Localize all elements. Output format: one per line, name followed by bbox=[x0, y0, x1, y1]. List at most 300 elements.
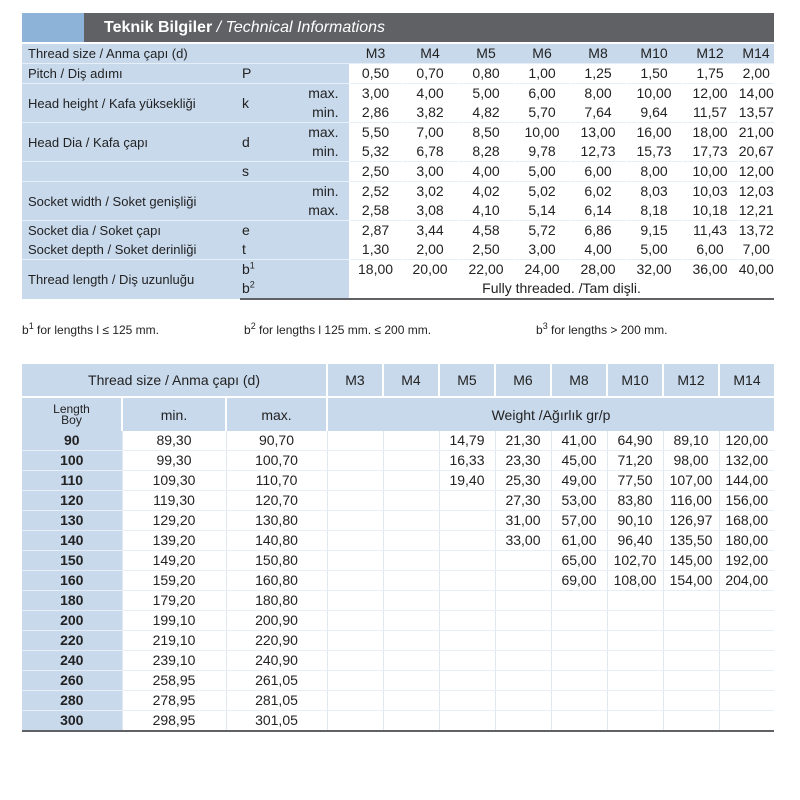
minmax-cell: min. bbox=[276, 142, 349, 162]
size-header: M8 bbox=[570, 44, 626, 64]
weight-cell bbox=[439, 511, 495, 531]
weight-row bbox=[22, 571, 774, 591]
row-label: Pitch / Diş adımı bbox=[22, 64, 240, 84]
max-header: max. bbox=[226, 397, 327, 431]
value-cell: 13,72 bbox=[738, 222, 774, 238]
minmax-cell bbox=[276, 279, 349, 299]
weight-cell: 96,40 bbox=[607, 531, 663, 551]
weight-cell: 33,00 bbox=[495, 531, 551, 551]
fully-threaded-note: Fully threaded. /Tam dişli. bbox=[349, 279, 774, 299]
value-cell: 21,00 bbox=[738, 124, 774, 140]
value-cell: 11,43 bbox=[682, 221, 738, 241]
weight-cell bbox=[439, 691, 495, 711]
weight-cell: 116,00 bbox=[663, 491, 719, 511]
value-cell: 1,25 bbox=[570, 64, 626, 84]
value-cell: 22,00 bbox=[458, 260, 514, 280]
value-cell: 2,00 bbox=[402, 240, 458, 260]
value-cell: 28,00 bbox=[570, 260, 626, 280]
weight-cell bbox=[551, 691, 607, 711]
weight-cell: 23,30 bbox=[495, 451, 551, 471]
footnotes bbox=[22, 323, 774, 339]
superscript: 1 bbox=[249, 260, 255, 271]
superscript: 3 bbox=[542, 321, 548, 331]
weight-cell: 83,80 bbox=[607, 491, 663, 511]
weight-cell: 156,00 bbox=[719, 491, 774, 511]
weight-cell: 77,50 bbox=[607, 471, 663, 491]
weight-cell bbox=[663, 591, 719, 611]
value-cell: 10,00 bbox=[626, 84, 682, 104]
head-dia-max-row bbox=[22, 123, 774, 143]
value-cell: 1,50 bbox=[626, 64, 682, 84]
symbol-cell: s bbox=[240, 162, 276, 182]
weight-cell bbox=[551, 611, 607, 631]
value-cell: 2,58 bbox=[349, 201, 402, 221]
footnote-b3: $b^3$ for lengths > 200 mm. bbox=[536, 321, 668, 337]
weight-row bbox=[22, 611, 774, 631]
weight-cell bbox=[327, 571, 383, 591]
length-cell: 200 bbox=[22, 611, 122, 631]
max-cell: 200,90 bbox=[226, 611, 327, 631]
value-cell: 4,00 bbox=[402, 84, 458, 104]
size-header: M5 bbox=[439, 364, 495, 397]
weight-cell bbox=[327, 631, 383, 651]
length-cell: 140 bbox=[22, 531, 122, 551]
weight-cell: 98,00 bbox=[663, 451, 719, 471]
value-cell: 5,02 bbox=[514, 182, 570, 202]
weight-cell bbox=[663, 611, 719, 631]
symbol-cell: k bbox=[240, 84, 276, 123]
row-label: Socket depth / Soket derinliği bbox=[22, 240, 240, 260]
thread-size-row bbox=[22, 44, 774, 64]
min-cell: 149,20 bbox=[122, 551, 226, 571]
boy-label: Boy bbox=[61, 413, 82, 427]
value-cell: 6,14 bbox=[570, 201, 626, 221]
weight-cell bbox=[439, 711, 495, 732]
weight-cell: 145,00 bbox=[663, 551, 719, 571]
s-row bbox=[22, 162, 774, 182]
weight-cell bbox=[327, 551, 383, 571]
weight-cell bbox=[719, 611, 774, 631]
value-cell: 0,50 bbox=[349, 64, 402, 84]
min-cell: 129,20 bbox=[122, 511, 226, 531]
weight-cell bbox=[383, 711, 439, 732]
weight-cell bbox=[607, 651, 663, 671]
weight-row bbox=[22, 671, 774, 691]
min-cell: 298,95 bbox=[122, 711, 226, 732]
size-header: M12 bbox=[682, 44, 738, 64]
weight-cell bbox=[551, 711, 607, 732]
length-cell: 240 bbox=[22, 651, 122, 671]
value-cell: 2,50 bbox=[349, 162, 402, 182]
thread-size-label: Thread size / Anma çapı (d) bbox=[22, 44, 349, 64]
length-cell: 280 bbox=[22, 691, 122, 711]
weight-cell bbox=[383, 551, 439, 571]
weight-cell bbox=[383, 471, 439, 491]
weight-cell bbox=[495, 611, 551, 631]
symbol-cell bbox=[240, 260, 276, 280]
minmax-cell bbox=[276, 162, 349, 182]
value-cell: 1,75 bbox=[682, 64, 738, 84]
weight-table bbox=[22, 364, 774, 732]
weight-cell: 41,00 bbox=[551, 431, 607, 451]
row-label bbox=[22, 162, 240, 182]
value-cell: 0,80 bbox=[458, 64, 514, 84]
min-cell: 219,10 bbox=[122, 631, 226, 651]
weight-cell bbox=[327, 591, 383, 611]
value-cell: 7,00 bbox=[738, 240, 774, 260]
weight-cell: 144,00 bbox=[719, 471, 774, 491]
size-header: M10 bbox=[607, 364, 663, 397]
weight-cell bbox=[719, 631, 774, 651]
thread-length-b1-row bbox=[22, 260, 774, 280]
length-cell: 160 bbox=[22, 571, 122, 591]
minmax-cell bbox=[276, 221, 349, 241]
value-cell: 2,50 bbox=[458, 240, 514, 260]
length-cell: 260 bbox=[22, 671, 122, 691]
minmax-cell: max. bbox=[276, 84, 349, 104]
weight-cell bbox=[607, 691, 663, 711]
socket-dia-row bbox=[22, 221, 774, 241]
weight-cell: 132,00 bbox=[719, 451, 774, 471]
min-cell: 109,30 bbox=[122, 471, 226, 491]
value-cell: 16,00 bbox=[626, 123, 682, 143]
value-cell: 2,52 bbox=[349, 182, 402, 202]
length-cell: 180 bbox=[22, 591, 122, 611]
weight-cell bbox=[495, 591, 551, 611]
weight-cell bbox=[607, 711, 663, 732]
weight-cell bbox=[551, 591, 607, 611]
value-cell: 8,00 bbox=[626, 162, 682, 182]
weight-cell: 154,00 bbox=[663, 571, 719, 591]
min-cell: 159,20 bbox=[122, 571, 226, 591]
symbol-cell bbox=[240, 182, 276, 221]
value-cell: 17,73 bbox=[682, 142, 738, 162]
size-header: M14 bbox=[719, 364, 774, 397]
max-cell: 301,05 bbox=[226, 711, 327, 732]
value-cell: 18,00 bbox=[349, 260, 402, 280]
value-cell: 12,00 bbox=[738, 162, 774, 182]
weight-cell bbox=[663, 711, 719, 732]
weight-row bbox=[22, 591, 774, 611]
weight-cell: 53,00 bbox=[551, 491, 607, 511]
weight-cell bbox=[607, 591, 663, 611]
value-cell: 5,32 bbox=[349, 142, 402, 162]
weight-cell bbox=[719, 591, 774, 611]
value-cell: 11,57 bbox=[682, 103, 738, 123]
head-height-max-row bbox=[22, 84, 774, 104]
min-cell: 239,10 bbox=[122, 651, 226, 671]
row-label: Thread length / Diş uzunluğu bbox=[22, 260, 240, 300]
weight-cell bbox=[439, 671, 495, 691]
weight-row bbox=[22, 491, 774, 511]
max-cell: 100,70 bbox=[226, 451, 327, 471]
length-cell: 150 bbox=[22, 551, 122, 571]
minmax-cell bbox=[276, 260, 349, 280]
weight-cell: 61,00 bbox=[551, 531, 607, 551]
value-cell: 3,00 bbox=[349, 84, 402, 104]
weight-cell bbox=[719, 651, 774, 671]
value-cell: 2,86 bbox=[349, 103, 402, 123]
weight-cell bbox=[439, 591, 495, 611]
weight-cell bbox=[327, 711, 383, 732]
weight-cell: 135,50 bbox=[663, 531, 719, 551]
weight-cell bbox=[383, 651, 439, 671]
value-cell: 12,73 bbox=[570, 142, 626, 162]
value-cell: 8,00 bbox=[570, 84, 626, 104]
weight-row bbox=[22, 691, 774, 711]
value-cell: 5,50 bbox=[349, 123, 402, 143]
max-cell: 160,80 bbox=[226, 571, 327, 591]
weight-cell bbox=[383, 631, 439, 651]
max-cell: 140,80 bbox=[226, 531, 327, 551]
weight-cell bbox=[327, 531, 383, 551]
value-cell: 5,70 bbox=[514, 103, 570, 123]
socket-depth-row bbox=[22, 240, 774, 260]
size-header: M6 bbox=[514, 44, 570, 64]
min-cell: 99,30 bbox=[122, 451, 226, 471]
symbol-b: b bbox=[242, 261, 250, 277]
weight-cell bbox=[663, 671, 719, 691]
weight-row bbox=[22, 551, 774, 571]
max-cell: 130,80 bbox=[226, 511, 327, 531]
weight-cell bbox=[383, 431, 439, 451]
size-header: M3 bbox=[327, 364, 383, 397]
section-title bbox=[84, 19, 385, 37]
weight-cell: 192,00 bbox=[719, 551, 774, 571]
length-cell: 300 bbox=[22, 711, 122, 732]
pitch-row bbox=[22, 64, 774, 84]
thread-size-label: Thread size / Anma çapı (d) bbox=[22, 364, 327, 397]
weight-cell bbox=[495, 631, 551, 651]
length-header bbox=[22, 397, 122, 431]
value-cell: 20,67 bbox=[738, 142, 774, 162]
size-header: M4 bbox=[402, 44, 458, 64]
symbol-cell bbox=[240, 279, 276, 299]
length-cell: 100 bbox=[22, 451, 122, 471]
min-cell: 199,10 bbox=[122, 611, 226, 631]
weight-cell bbox=[439, 611, 495, 631]
weight-cell bbox=[327, 431, 383, 451]
weight-row bbox=[22, 451, 774, 471]
value-cell: 10,00 bbox=[682, 162, 738, 182]
symbol-cell: d bbox=[240, 123, 276, 162]
minmax-cell: max. bbox=[276, 201, 349, 221]
weight-cell bbox=[439, 491, 495, 511]
symbol-cell: P bbox=[240, 64, 276, 84]
weight-cell bbox=[607, 671, 663, 691]
max-cell: 120,70 bbox=[226, 491, 327, 511]
weight-cell bbox=[327, 651, 383, 671]
weight-cell bbox=[663, 631, 719, 651]
value-cell: 4,82 bbox=[458, 103, 514, 123]
weight-cell bbox=[383, 531, 439, 551]
symbol-cell: e bbox=[240, 221, 276, 241]
weight-cell bbox=[719, 711, 774, 732]
max-cell: 110,70 bbox=[226, 471, 327, 491]
weight-cell bbox=[495, 571, 551, 591]
weight-cell: 14,79 bbox=[439, 431, 495, 451]
weight-cell bbox=[495, 671, 551, 691]
weight-cell: 21,30 bbox=[495, 431, 551, 451]
weight-cell bbox=[383, 671, 439, 691]
minmax-cell: min. bbox=[276, 103, 349, 123]
value-cell: 10,18 bbox=[682, 201, 738, 221]
min-cell: 119,30 bbox=[122, 491, 226, 511]
value-cell: 6,00 bbox=[570, 162, 626, 182]
weight-cell: 57,00 bbox=[551, 511, 607, 531]
weight-cell: 65,00 bbox=[551, 551, 607, 571]
weight-cell: 19,40 bbox=[439, 471, 495, 491]
weight-cell bbox=[383, 491, 439, 511]
size-header: M10 bbox=[626, 44, 682, 64]
min-header: min. bbox=[122, 397, 226, 431]
weight-cell: 16,33 bbox=[439, 451, 495, 471]
max-cell: 90,70 bbox=[226, 431, 327, 451]
length-cell: 110 bbox=[22, 471, 122, 491]
weight-cell bbox=[439, 551, 495, 571]
value-cell: 36,00 bbox=[682, 260, 738, 280]
value-cell: 5,14 bbox=[514, 201, 570, 221]
size-header: M8 bbox=[551, 364, 607, 397]
value-cell: 14,00 bbox=[738, 85, 774, 101]
weight-cell: 102,70 bbox=[607, 551, 663, 571]
value-cell: 5,00 bbox=[458, 84, 514, 104]
weight-cell bbox=[663, 651, 719, 671]
value-cell: 7,00 bbox=[402, 123, 458, 143]
weight-cell bbox=[327, 691, 383, 711]
weight-cell bbox=[327, 511, 383, 531]
technical-spec-table bbox=[22, 44, 774, 300]
weight-cell bbox=[663, 691, 719, 711]
superscript: 2 bbox=[249, 279, 255, 290]
weight-cell: 27,30 bbox=[495, 491, 551, 511]
weight-row bbox=[22, 631, 774, 651]
length-cell: 90 bbox=[22, 431, 122, 451]
weight-cell bbox=[383, 571, 439, 591]
weight-cell bbox=[495, 711, 551, 732]
weight-cell: 180,00 bbox=[719, 531, 774, 551]
weight-cell bbox=[719, 691, 774, 711]
value-cell: 8,50 bbox=[458, 123, 514, 143]
length-cell: 120 bbox=[22, 491, 122, 511]
value-cell: 4,02 bbox=[458, 182, 514, 202]
length-cell: 130 bbox=[22, 511, 122, 531]
weight-cell: 69,00 bbox=[551, 571, 607, 591]
value-cell: 10,00 bbox=[514, 123, 570, 143]
value-cell: 9,78 bbox=[514, 142, 570, 162]
value-cell: 4,10 bbox=[458, 201, 514, 221]
title-english: / Technical Informations bbox=[216, 18, 386, 36]
weight-cell bbox=[551, 631, 607, 651]
value-cell: 6,00 bbox=[514, 84, 570, 104]
row-label: Socket width / Soket genişliği bbox=[22, 182, 240, 221]
minmax-cell bbox=[276, 240, 349, 260]
header-accent-block bbox=[22, 13, 84, 42]
title-turkish: Teknik Bilgiler bbox=[104, 18, 213, 36]
value-cell: 15,73 bbox=[626, 142, 682, 162]
weight-cell: 107,00 bbox=[663, 471, 719, 491]
value-cell: 4,00 bbox=[458, 162, 514, 182]
weight-cell bbox=[327, 491, 383, 511]
weight-cell: 204,00 bbox=[719, 571, 774, 591]
weight-row bbox=[22, 471, 774, 491]
weight-cell bbox=[495, 691, 551, 711]
value-cell: 10,03 bbox=[682, 182, 738, 202]
value-cell: 13,00 bbox=[570, 123, 626, 143]
value-cell: 8,28 bbox=[458, 142, 514, 162]
socket-width-min-row bbox=[22, 182, 774, 202]
value-cell: 6,02 bbox=[570, 182, 626, 202]
value-cell: 1,00 bbox=[514, 64, 570, 84]
value-cell: 13,57 bbox=[738, 103, 774, 123]
weight-cell: 49,00 bbox=[551, 471, 607, 491]
symbol-b: b bbox=[242, 280, 250, 296]
weight-cell: 71,20 bbox=[607, 451, 663, 471]
weight-cell bbox=[327, 671, 383, 691]
value-cell: 3,08 bbox=[402, 201, 458, 221]
minmax-cell bbox=[276, 64, 349, 84]
footnote-b1: $b^1$ for lengths l ≤ 125 mm. bbox=[22, 321, 160, 337]
minmax-cell: min. bbox=[276, 182, 349, 202]
weight-cell bbox=[327, 611, 383, 631]
value-cell: 2,87 bbox=[349, 221, 402, 241]
weight-cell bbox=[495, 651, 551, 671]
value-cell: 8,18 bbox=[626, 201, 682, 221]
size-header: M14 bbox=[738, 44, 774, 64]
symbol-cell: t bbox=[240, 240, 276, 260]
value-cell: 3,00 bbox=[514, 240, 570, 260]
size-header: M12 bbox=[663, 364, 719, 397]
value-cell: 3,00 bbox=[402, 162, 458, 182]
size-header: M4 bbox=[383, 364, 439, 397]
length-cell: 220 bbox=[22, 631, 122, 651]
weight-cell: 108,00 bbox=[607, 571, 663, 591]
row-label: Head Dia / Kafa çapı bbox=[22, 123, 240, 162]
size-header: M6 bbox=[495, 364, 551, 397]
value-cell: 2,00 bbox=[738, 64, 774, 84]
weight-cell: 25,30 bbox=[495, 471, 551, 491]
value-cell: 1,30 bbox=[349, 240, 402, 260]
section-header bbox=[22, 13, 774, 42]
weight-cell: 64,90 bbox=[607, 431, 663, 451]
value-cell: 5,72 bbox=[514, 221, 570, 241]
weight-cell bbox=[439, 531, 495, 551]
value-cell: 7,64 bbox=[570, 103, 626, 123]
weight-row bbox=[22, 511, 774, 531]
value-cell: 3,82 bbox=[402, 103, 458, 123]
superscript: 2 bbox=[250, 321, 256, 331]
weight-cell bbox=[551, 671, 607, 691]
length-label: Length bbox=[53, 402, 90, 416]
weight-row bbox=[22, 431, 774, 451]
value-cell: 3,44 bbox=[402, 221, 458, 241]
row-label: Head height / Kafa yüksekliği bbox=[22, 84, 240, 123]
footnote-b2: $b^2$ for lengths l 125 mm. ≤ 200 mm. bbox=[244, 321, 432, 337]
weight-cell bbox=[383, 511, 439, 531]
weight-cell bbox=[383, 451, 439, 471]
value-cell: 6,78 bbox=[402, 142, 458, 162]
value-cell: 6,00 bbox=[682, 240, 738, 260]
value-cell: 12,21 bbox=[738, 201, 774, 221]
value-cell: 12,03 bbox=[738, 183, 774, 199]
weight-cell: 45,00 bbox=[551, 451, 607, 471]
value-cell: 9,15 bbox=[626, 221, 682, 241]
weight-cell bbox=[327, 471, 383, 491]
max-cell: 281,05 bbox=[226, 691, 327, 711]
weight-cell bbox=[439, 571, 495, 591]
weight-cell bbox=[607, 631, 663, 651]
superscript: 1 bbox=[28, 321, 34, 331]
